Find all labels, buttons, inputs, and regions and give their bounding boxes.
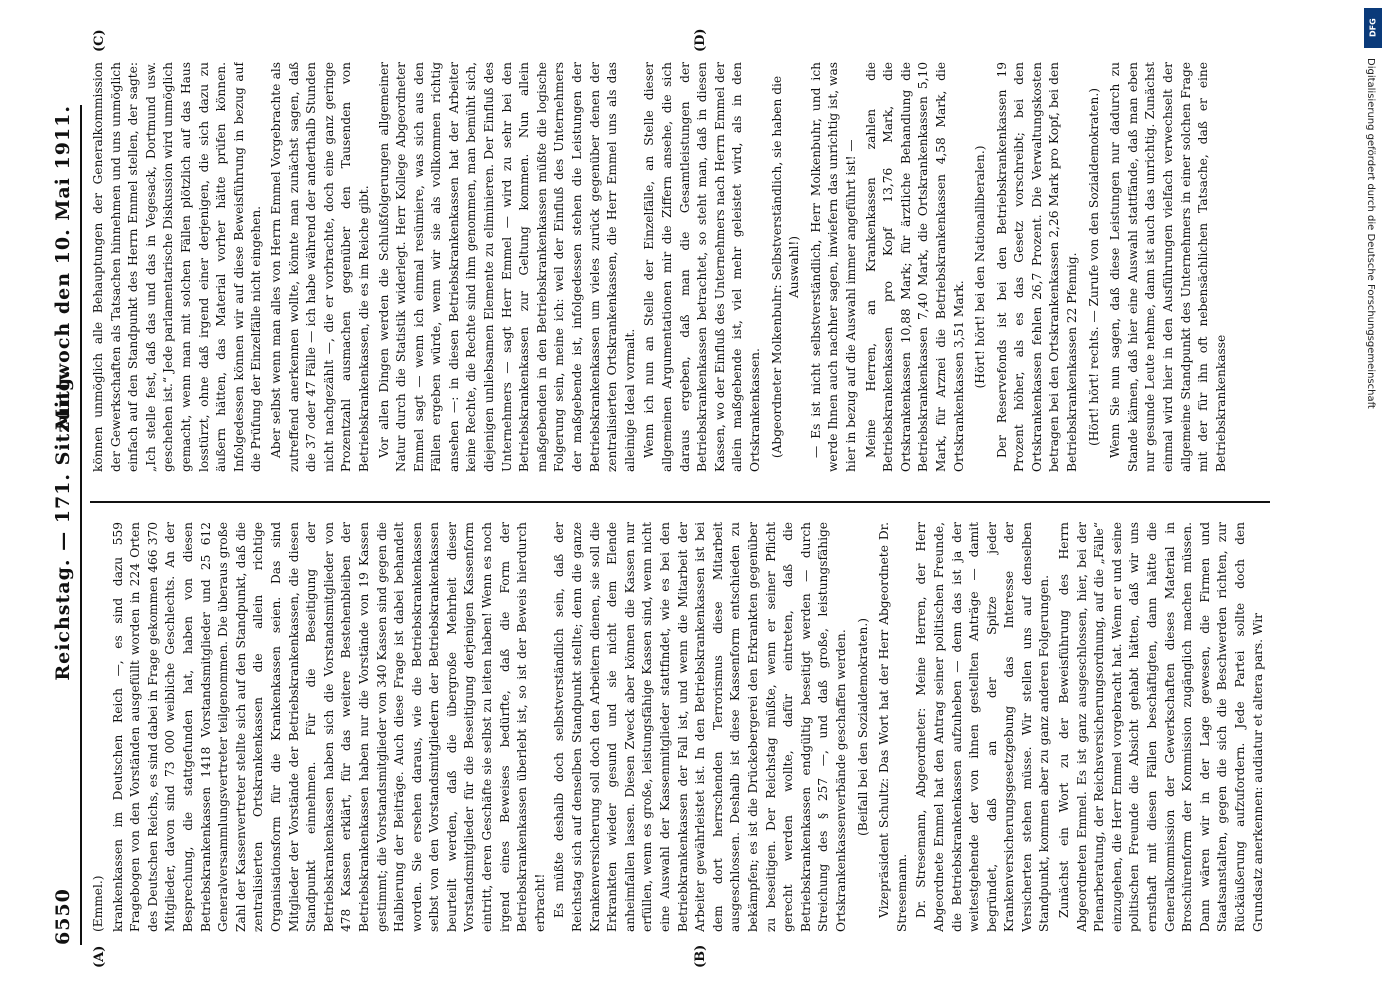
interjection: (Abgeordneter Molkenbuhr: Selbstverständlich, sie haben die Auswahl!) [769,75,802,459]
paragraph: Aber selbst wenn man alles von Herrn Emmel Vorgebrachte als zutreffend anerkennen wollte, könnte man zunächst sagen, daß die 37 oder 47 Fälle — ich habe während der anderthalb Stunden nicht nachgezählt —, die er vorbrachte, doch eine ganz geringe Prozentzahl ausmachen gegenüber den Tausenden von Betriebskrankenkassen, die es im Reiche gibt. [268,62,371,472]
interjection: (Hört! hört! rechts. — Zurufe von den Sozialdemokraten.) [1086,88,1101,446]
left-column [90,522,1270,932]
speaker-note: (Emmel.) [91,875,105,932]
running-head [52,105,76,945]
paragraph: Vor allen Dingen werden die Schlußfolgerungen allgemeiner Natur durch die Statistik widerlegt. Herr Kollege Abgeordneter Emmel sagt — wenn ich einmal resümiere, was sich aus den Fällen ergeben würde, wenn wir sie als vollkommen richtig ansehen —: in diesen Betriebskrankenkassen hat der Arbeiter keine Rechte, die Rechte sind ihm genommen, man bemüht sich, diejenigen unliebsamen Elemente zu eliminieren. Der Einfluß des Unternehmers — sagt Herr Emmel — wird zu sehr bei den Betriebskrankenkassen zur Geltung kommen. Nun allein maßgebenden in den Betriebskrankenkassen müßte die logische Folgerung sein, meine ich: weil der Einfluß des Unternehmers der maßgebende ist, infolgedessen stehen die Leistungen der Betriebskrankenkassen um vieles zurück gegenüber denen der zentralisierten Ortskrankenkassen, die Herr Emmel uns als das alleinige Ideal vormalt. [376,62,637,472]
digitization-credit [1363,8,1383,988]
page-title: Reichstag. — 171. Sitzung. [52,369,74,681]
paragraph: krankenkassen im Deutschen Reich —, es sind dazu 559 Fragebogen von den Vorständen ausgefüllt worden in 224 Orten des Deutschen Reichs, es sind dabei in Frage gekommen 466 370 Mitglieder, davon sind 73 000 weibliche Geschlechts. An der Besprechung, die stattgefunden hat, haben von diesen Betriebskrankenkassen 1418 Vorstandsmitglieder und 25 612 Generalversammlungsvertreter teilgenommen. Die überaus große Zahl der Kassenvertreter stellte sich auf den Standpunkt, daß die zentralisierten Ortskrankenkassen die allein richtige Organisationsform für die Krankenkassen seien. Das sind Mitglieder der Vorstände der Betriebskrankenkassen, die diesen Standpunkt einnehmen. Für die Beseitigung der Betriebskrankenkassen haben sich die Vorstandsmitglieder von 478 Kassen erklärt, für das weitere Bestehenbleiben der Betriebskrankenkassen haben nur die Vorstände von 19 Kassen gestimmt; die Vorstandsmitglieder von 340 Kassen sind gegen die Halbierung der Beiträge. Auch diese Frage ist dabei behandelt worden. Sie ersehen daraus, wie die Betriebskrankenkassen selbst von den Vorstandsmitgliedern der Betriebskrankenkassen beurteilt werden, daß die übergroße Mehrheit dieser Vorstandsmitglieder für die Beseitigung derjenigen Kassenform eintritt, deren Geschäfte sie selbst zu leiten haben! Wenn es noch irgend eines Beweises bedürfte, daß die Form der Betriebskrankenkassen überlebt ist, so ist der Beweis hierdurch erbracht! [110,522,547,932]
paragraph: — Es ist nicht selbstverständlich, Herr Molkenbuhr, und ich werde Ihnen auch nachher sagen, inwiefern das unrichtig ist, was hier in bezug auf die Auswahl immer angeführt ist! — [808,62,858,472]
header-rule [80,105,82,945]
dfg-logo: DFG [1364,8,1382,48]
paragraph: können unmöglich alle Behauptungen der Generalkommission der Gewerkschaften als Tatsachen hinnehmen und uns unmöglich einfach auf den Standpunkt des Herrn Emmel stellen, der sagte: „Ich stelle fest, daß das und das in Vegesack, Dortmund usw. geschehen ist.“ Jede parlamentarische Diskussion wird unmöglich gemacht, wenn man mit solchen Fällen plötzlich auf das Haus losstürzt, ohne daß irgend einer derjenigen, die sich dazu zu äußern hätten, das Material vorher hätte prüfen können. Infolgedessen können wir auf diese Beweisführung in bezug auf die Prüfung der Einzelfälle nicht eingehen. [91,62,264,472]
session-date: Mittwoch den 10. Mai 1911. [52,105,74,430]
interjection: (Hört! hört! bei den Nationalliberalen.) [973,145,988,389]
paragraph: Meine Herren, an Krankenkassen zahlen die Betriebskrankenkassen pro Kopf 13,76 Mark, die Ortskrankenkassen 10,88 Mark; für ärztliche Behandlung die Betriebskrankenkassen 7,40 Mark, die Ortskrankenkassen 5,10 Mark, für Arznei die Betriebskrankenkassen 4,58 Mark, die Ortskrankenkassen 3,51 Mark. [863,62,966,472]
paragraph: Wenn ich nun an Stelle der Einzelfälle, an Stelle dieser allgemeinen Argumentationen mir die Ziffern ansehe, die sich daraus ergeben, daß man die Gesamtleistungen der Betriebskrankenkassen betrachtet, so steht man, daß in diesen Kassen, wo der Einfluß des Unternehmers nach Herrn Emmel der allein maßgebende ist, viel mehr geleistet wird, als in den Ortskrankenkassen. [642,62,762,472]
margin-mark-a: (A) [92,945,107,968]
paragraph: Wenn Sie nun sagen, daß diese Leistungen nur dadurch zu Stande kämen, daß hier eine Auswahl stattfände, daß man eben nur gesunde Leute nehme, dann ist auch das unrichtig. Zunächst einmal wird hier in den Ausführungen vielfach verwechselt der allgemeine Standpunkt des Unternehmers in einer solchen Frage mit der für ihn oft nebensächlichen Tatsache, daß er eine Betriebskrankenkasse [1108,62,1228,472]
margin-mark-c: (C) [92,29,107,52]
paragraph: Zunächst ein Wort zu der Beweisführung des Herrn Abgeordneten Emmel. Es ist ganz ausgeschlossen, hier, bei der Plenarberatung, der Reichsversicherungsordnung, auf die „Fälle“ einzugehen, die Herr Emmel vorgebracht hat. Wenn er und seine politischen Freunde die Absicht gehabt hätten, daß wir uns ernsthaft mit diesen Fällen beschäftigten, dann hätte die Generalkommission der Gewerkschaften dieses Material in Broschürenform der Kommission zugänglich machen müssen. Dann wären wir in der Lage gewesen, die Firmen und Staatsanstalten, gegen die sich die Beschwerden richten, zur Rückäußerung aufzufordern. Jede Partei sollte doch den Grundsatz anerkennen: audiatur et altera pars. Wir [1057,522,1265,932]
vice-president-line: Vizepräsident Schultz: Das Wort hat der Herr Abgeordnete Dr. Stresemann. [877,522,909,932]
applause-note: (Beifall bei den Sozialdemokraten.) [855,618,870,836]
margin-mark-b: (B) [693,944,708,968]
paragraph: Es müßte deshalb doch selbstverständlich sein, daß der Reichstag sich auf denselben Standpunkt stellte; denn die ganze Krankenversicherung soll doch den Arbeitern dienen, sie soll die Erkrankten wieder gesund und sie nicht dem Elende anheimfallen lassen. Diesen Zweck aber können die Kassen nur erfüllen, wenn es große, leistungsfähige Kassen sind, wenn nicht eine Auswahl der Kassenmitglieder stattfindet, wie es bei den Betriebkrankenkassen der Fall ist, und wenn die Mitarbeit der Arbeiter gewährleistet ist. In den Betriebskrankenkassen ist bei dem dort herrschenden Terrorismus diese Mitarbeit ausgeschlossen. Deshalb ist diese Kassenform entschieden zu bekämpfen; es ist die Drückebergerei den Erkrankten gegenüber zu beseitigen. Der Reichstag müßte, wenn er seiner Pflicht gerecht werden wollte, dafür eintreten, daß die Betriebskrankenkassen endgültig beseitigt werden — durch Streichung des § 257 —, und daß große, leistungsfähige Ortskrankenkassenverbände geschaffen werden. [552,522,848,932]
margin-mark-d: (D) [693,28,708,52]
credit-text: Digitalisierung gefördert durch die Deutsche Forschungsgemeinschaft [1365,58,1376,409]
right-column [90,62,1270,472]
page-number: 6550 [52,888,74,945]
paragraph: Der Reservefonds ist bei den Betriebskrankenkassen 19 Prozent höher, als es das Gesetz vorschreibt; bei den Ortskrankenkassen fehlen 26,7 Prozent. Die Verwaltungskosten betragen bei den Ortskrankenkassen 2,26 Mark pro Kopf, bei den Betriebskrankenkassen 22 Pfennig. [994,62,1080,472]
paragraph: Dr. Stresemann, Abgeordneter: Meine Herren, der Herr Abgeordnete Emmel hat den Antrag seiner politischen Freunde, die Betriebskrankenkassen aufzuheben — denn das ist ja der weitestgehende der von ihnen gestellten Anträge — damit begründet, daß an der Spitze jeder Krankenversicherungsgesetzgebung das Interesse der Versicherten stehen müsse. Wir stellen uns auf denselben Standpunkt, kommen aber zu ganz anderen Folgerungen. [914,522,1052,932]
column-rule [90,501,1270,503]
